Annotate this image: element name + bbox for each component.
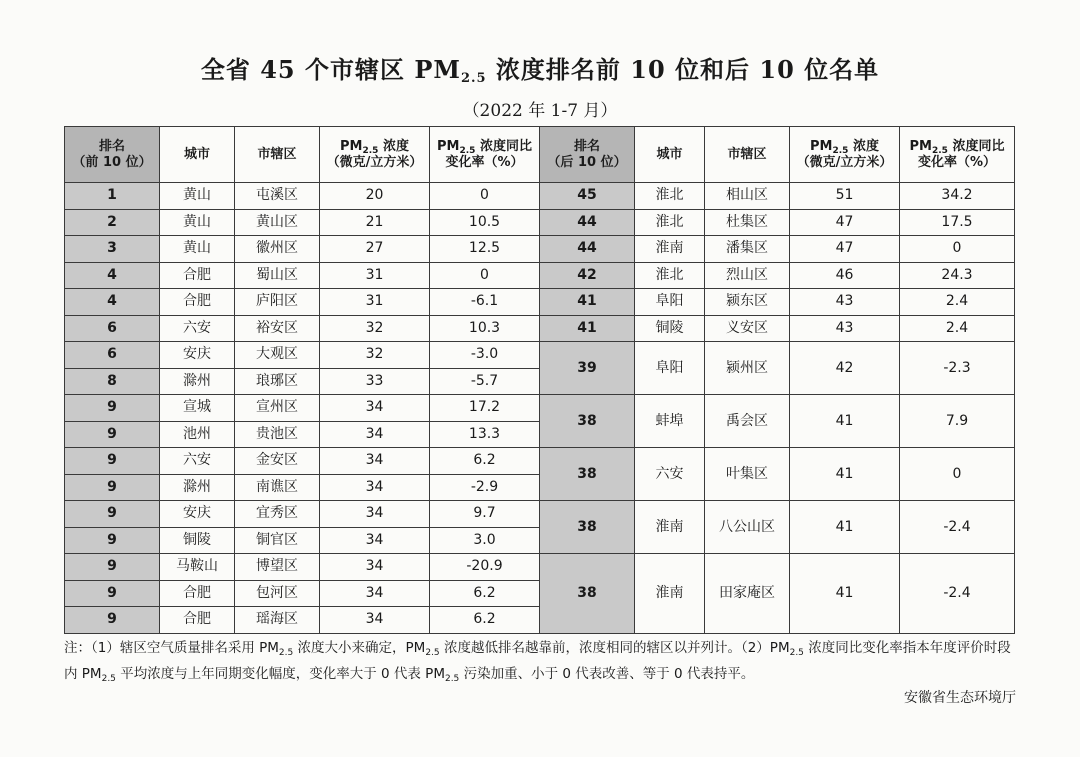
- top-district-cell: 金安区: [235, 448, 320, 475]
- top-rank-cell: 9: [65, 607, 160, 634]
- bottom-concentration-cell: 47: [790, 236, 900, 263]
- top-rank-cell: 9: [65, 527, 160, 554]
- top-change-rate-cell: 17.2: [430, 395, 540, 422]
- bottom-change-rate-cell: -2.4: [900, 554, 1015, 634]
- top-concentration-cell: 34: [320, 421, 430, 448]
- bottom-rank-cell: 45: [540, 183, 635, 210]
- top-rank-cell: 1: [65, 183, 160, 210]
- top-district-cell: 贵池区: [235, 421, 320, 448]
- top-change-rate-cell: 13.3: [430, 421, 540, 448]
- top-city-cell: 池州: [160, 421, 235, 448]
- top-change-rate-cell: 0: [430, 183, 540, 210]
- issuing-organization: 安徽省生态环境厅: [904, 690, 1016, 706]
- bottom-city-cell: 淮北: [635, 183, 705, 210]
- top-district-cell: 蜀山区: [235, 262, 320, 289]
- table-row: [65, 448, 1015, 475]
- top-change-rate-cell: 3.0: [430, 527, 540, 554]
- top-concentration-cell: 31: [320, 262, 430, 289]
- top-district-cell: 南谯区: [235, 474, 320, 501]
- top-concentration-cell: 34: [320, 554, 430, 581]
- table-row: [65, 342, 1015, 369]
- top-city-cell: 六安: [160, 315, 235, 342]
- top-rank-cell: 3: [65, 236, 160, 263]
- bottom-city-cell: 阜阳: [635, 342, 705, 395]
- bottom-change-rate-cell: 2.4: [900, 289, 1015, 316]
- top-rank-cell: 9: [65, 474, 160, 501]
- bottom-district-cell: 八公山区: [705, 501, 790, 554]
- top-concentration-cell: 32: [320, 342, 430, 369]
- header-district: 市辖区: [705, 127, 790, 183]
- bottom-change-rate-cell: 24.3: [900, 262, 1015, 289]
- bottom-change-rate-cell: 7.9: [900, 395, 1015, 448]
- bottom-rank-cell: 41: [540, 289, 635, 316]
- bottom-city-cell: 淮北: [635, 262, 705, 289]
- top-district-cell: 屯溪区: [235, 183, 320, 210]
- top-concentration-cell: 32: [320, 315, 430, 342]
- table-row: [65, 209, 1015, 236]
- bottom-concentration-cell: 41: [790, 554, 900, 634]
- top-district-cell: 徽州区: [235, 236, 320, 263]
- bottom-district-cell: 相山区: [705, 183, 790, 210]
- bottom-change-rate-cell: 17.5: [900, 209, 1015, 236]
- top-district-cell: 包河区: [235, 580, 320, 607]
- page-title: 全省 45 个市辖区 $PM_{2.5}$ 浓度排名前 10 位和后 10 位名单: [200, 55, 880, 86]
- bottom-concentration-cell: 47: [790, 209, 900, 236]
- bottom-change-rate-cell: 34.2: [900, 183, 1015, 210]
- top-concentration-cell: 34: [320, 474, 430, 501]
- bottom-rank-cell: 41: [540, 315, 635, 342]
- table-row: [65, 289, 1015, 316]
- table-row: [65, 395, 1015, 422]
- bottom-city-cell: 淮北: [635, 209, 705, 236]
- bottom-city-cell: 蚌埠: [635, 395, 705, 448]
- bottom-rank-cell: 38: [540, 395, 635, 448]
- bottom-concentration-cell: 41: [790, 448, 900, 501]
- top-rank-cell: 8: [65, 368, 160, 395]
- top-district-cell: 宣州区: [235, 395, 320, 422]
- top-district-cell: 宜秀区: [235, 501, 320, 528]
- bottom-change-rate-cell: 0: [900, 448, 1015, 501]
- top-change-rate-cell: -2.9: [430, 474, 540, 501]
- table-row: [65, 183, 1015, 210]
- top-change-rate-cell: 6.2: [430, 580, 540, 607]
- bottom-concentration-cell: 41: [790, 501, 900, 554]
- bottom-city-cell: 六安: [635, 448, 705, 501]
- top-change-rate-cell: 0: [430, 262, 540, 289]
- top-concentration-cell: 34: [320, 580, 430, 607]
- top-rank-cell: 9: [65, 554, 160, 581]
- bottom-change-rate-cell: -2.4: [900, 501, 1015, 554]
- bottom-city-cell: 铜陵: [635, 315, 705, 342]
- top-change-rate-cell: 10.5: [430, 209, 540, 236]
- bottom-district-cell: 叶集区: [705, 448, 790, 501]
- top-change-rate-cell: 6.2: [430, 607, 540, 634]
- bottom-concentration-cell: 43: [790, 289, 900, 316]
- top-change-rate-cell: 6.2: [430, 448, 540, 475]
- top-city-cell: 安庆: [160, 501, 235, 528]
- top-rank-cell: 9: [65, 448, 160, 475]
- header-rank-top: 排名 （前 10 位）: [65, 127, 160, 183]
- bottom-change-rate-cell: 2.4: [900, 315, 1015, 342]
- top-city-cell: 合肥: [160, 289, 235, 316]
- top-city-cell: 六安: [160, 448, 235, 475]
- bottom-city-cell: 淮南: [635, 554, 705, 634]
- header-change-rate: $PM_{2.5}$ 浓度同比 变化率（%）: [430, 127, 540, 183]
- top-rank-cell: 2: [65, 209, 160, 236]
- bottom-rank-cell: 42: [540, 262, 635, 289]
- top-district-cell: 铜官区: [235, 527, 320, 554]
- page-subtitle: （2022 年 1-7 月）: [462, 101, 618, 121]
- top-concentration-cell: 34: [320, 607, 430, 634]
- table-row: [65, 501, 1015, 528]
- top-rank-cell: 4: [65, 262, 160, 289]
- top-city-cell: 合肥: [160, 262, 235, 289]
- top-city-cell: 宣城: [160, 395, 235, 422]
- bottom-district-cell: 潘集区: [705, 236, 790, 263]
- bottom-change-rate-cell: -2.3: [900, 342, 1015, 395]
- top-city-cell: 滁州: [160, 474, 235, 501]
- bottom-district-cell: 禹会区: [705, 395, 790, 448]
- bottom-concentration-cell: 43: [790, 315, 900, 342]
- bottom-concentration-cell: 46: [790, 262, 900, 289]
- top-change-rate-cell: 12.5: [430, 236, 540, 263]
- top-concentration-cell: 33: [320, 368, 430, 395]
- bottom-concentration-cell: 51: [790, 183, 900, 210]
- top-city-cell: 滁州: [160, 368, 235, 395]
- top-rank-cell: 6: [65, 342, 160, 369]
- header-city: 城市: [160, 127, 235, 183]
- top-concentration-cell: 21: [320, 209, 430, 236]
- top-concentration-cell: 31: [320, 289, 430, 316]
- bottom-city-cell: 阜阳: [635, 289, 705, 316]
- top-city-cell: 合肥: [160, 607, 235, 634]
- top-city-cell: 黄山: [160, 236, 235, 263]
- top-city-cell: 黄山: [160, 209, 235, 236]
- top-rank-cell: 6: [65, 315, 160, 342]
- bottom-change-rate-cell: 0: [900, 236, 1015, 263]
- top-district-cell: 庐阳区: [235, 289, 320, 316]
- header-change-rate: $PM_{2.5}$ 浓度同比 变化率（%）: [900, 127, 1015, 183]
- top-rank-cell: 9: [65, 395, 160, 422]
- header-district: 市辖区: [235, 127, 320, 183]
- header-concentration: $PM_{2.5}$ 浓度 （微克/立方米）: [320, 127, 430, 183]
- bottom-rank-cell: 39: [540, 342, 635, 395]
- top-concentration-cell: 34: [320, 527, 430, 554]
- top-district-cell: 博望区: [235, 554, 320, 581]
- top-rank-cell: 9: [65, 501, 160, 528]
- ranking-table: [64, 126, 1015, 634]
- top-district-cell: 瑶海区: [235, 607, 320, 634]
- bottom-concentration-cell: 41: [790, 395, 900, 448]
- top-concentration-cell: 20: [320, 183, 430, 210]
- top-concentration-cell: 34: [320, 448, 430, 475]
- bottom-city-cell: 淮南: [635, 236, 705, 263]
- top-concentration-cell: 27: [320, 236, 430, 263]
- top-rank-cell: 4: [65, 289, 160, 316]
- bottom-rank-cell: 38: [540, 554, 635, 634]
- bottom-rank-cell: 38: [540, 448, 635, 501]
- bottom-district-cell: 烈山区: [705, 262, 790, 289]
- table-row: [65, 262, 1015, 289]
- top-city-cell: 合肥: [160, 580, 235, 607]
- top-rank-cell: 9: [65, 580, 160, 607]
- top-city-cell: 马鞍山: [160, 554, 235, 581]
- top-district-cell: 黄山区: [235, 209, 320, 236]
- bottom-district-cell: 颍东区: [705, 289, 790, 316]
- top-city-cell: 铜陵: [160, 527, 235, 554]
- bottom-district-cell: 杜集区: [705, 209, 790, 236]
- top-change-rate-cell: 9.7: [430, 501, 540, 528]
- top-city-cell: 安庆: [160, 342, 235, 369]
- top-change-rate-cell: -6.1: [430, 289, 540, 316]
- table-row: [65, 315, 1015, 342]
- top-district-cell: 裕安区: [235, 315, 320, 342]
- top-district-cell: 大观区: [235, 342, 320, 369]
- table-row: [65, 554, 1015, 581]
- header-rank-bottom: 排名 （后 10 位）: [540, 127, 635, 183]
- bottom-city-cell: 淮南: [635, 501, 705, 554]
- top-change-rate-cell: -20.9: [430, 554, 540, 581]
- table-header-row: [65, 127, 1015, 183]
- bottom-rank-cell: 44: [540, 236, 635, 263]
- bottom-district-cell: 颍州区: [705, 342, 790, 395]
- bottom-district-cell: 义安区: [705, 315, 790, 342]
- bottom-rank-cell: 44: [540, 209, 635, 236]
- table-row: [65, 236, 1015, 263]
- bottom-concentration-cell: 42: [790, 342, 900, 395]
- top-concentration-cell: 34: [320, 395, 430, 422]
- top-district-cell: 琅琊区: [235, 368, 320, 395]
- top-rank-cell: 9: [65, 421, 160, 448]
- top-concentration-cell: 34: [320, 501, 430, 528]
- top-city-cell: 黄山: [160, 183, 235, 210]
- bottom-rank-cell: 38: [540, 501, 635, 554]
- bottom-district-cell: 田家庵区: [705, 554, 790, 634]
- header-city: 城市: [635, 127, 705, 183]
- footnote: 注：（1）辖区空气质量排名采用 $PM_{2.5}$ 浓度大小来确定，$PM_{2.5}$ 浓度越低排名越靠前，浓度相同的辖区以并列计。$(2)PM_{2.5}$ 浓度同比变化率指本年度评价时段内 $PM_{2.5}$ 平均浓度与上年同期变化幅度，变化率大于 0 代表 $PM_{2.5}$ 污染加重、小于 0 代表改善、等于 0 代表持平。: [64, 640, 1011, 684]
- top-change-rate-cell: 10.3: [430, 315, 540, 342]
- header-concentration: $PM_{2.5}$ 浓度 （微克/立方米）: [790, 127, 900, 183]
- top-change-rate-cell: -3.0: [430, 342, 540, 369]
- top-change-rate-cell: -5.7: [430, 368, 540, 395]
